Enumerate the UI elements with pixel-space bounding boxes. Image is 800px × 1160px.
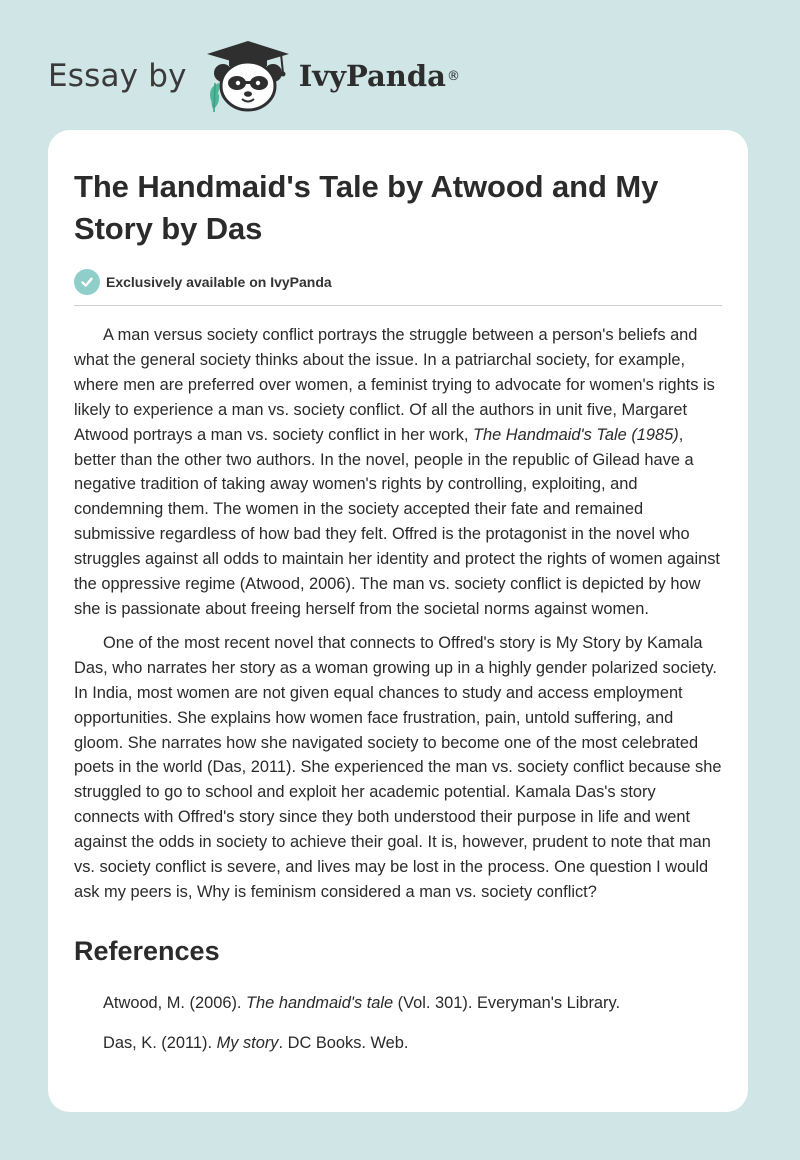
essay-paragraph-1 (74, 323, 722, 622)
reference-item (74, 1031, 722, 1055)
registered-mark: ® (446, 68, 460, 84)
exclusive-label: Exclusively available on IvyPanda (106, 274, 332, 290)
reference-item (74, 991, 722, 1015)
divider (74, 305, 722, 306)
reference-text: Das, K. (2011). (103, 1033, 217, 1052)
reference-title-italic: My story (216, 1033, 279, 1052)
exclusive-badge (74, 268, 722, 296)
brand-name: IvyPanda (298, 59, 446, 93)
reference-title-italic: The handmaid's tale (246, 993, 394, 1012)
brand-prefix: Essay by (48, 58, 187, 94)
book-title-italic: The Handmaid's Tale (1985) (473, 425, 679, 444)
paragraph-text: A man versus society conflict portrays the struggle between a person's beliefs and what the general society thinks about the issue. In a patriarchal society, for example, where men are preferred over women, a feminist trying to advocate for women's rights is likely to experience a man vs. society conflict. Of all the authors in unit five, Margaret Atwood portrays a man vs. society conflict in her work, (74, 326, 715, 444)
essay-paragraph-2: One of the most recent novel that connects to Offred's story is My Story by Kamala Das, who narrates her story as a woman growing up in a highly gender polarized society. In India, most women are not given equal chances to study and access employment opportunities. She explains how women face frustration, pain, untold suffering, and gloom. She narrates how she navigated society to become one of the most celebrated poets in the world (Das, 2011). She experienced the man vs. society conflict because she struggled to go to school and exploit her academic potential. Kamala Das's story connects with Offred's story since they both understood their purpose in life and went against the odds in society to achieve their goal. It is, however, prudent to note that man vs. society conflict is severe, and lives may be lost in the process. One question I would ask my peers is, Why is feminism considered a man vs. society conflict? (74, 633, 722, 901)
check-icon (74, 269, 100, 295)
reference-text: Atwood, M. (2006). (103, 993, 247, 1012)
panda-logo-icon (205, 39, 291, 113)
essay-card (48, 130, 748, 1112)
references-heading: References (74, 935, 220, 966)
brand-header (48, 36, 460, 116)
essay-title: The Handmaid's Tale by Atwood and My Story by Das (74, 169, 659, 246)
reference-text: (Vol. 301). Everyman's Library. (393, 993, 621, 1012)
paragraph-text: , better than the other two authors. In the novel, people in the republic of Gilead have a negative tradition of taking away women's rights by controlling, exploiting, and condemning them. The women in the society accepted their fate and remained submissive regardless of how bad they felt. Offred is the protagonist in the novel who struggles against all odds to maintain her identity and protect the rights of women against the oppressive regime (Atwood, 2006). The man vs. society conflict is depicted by how she is passionate about freeing herself from the societal norms against women. (74, 425, 720, 618)
reference-text: . DC Books. Web. (278, 1033, 409, 1052)
